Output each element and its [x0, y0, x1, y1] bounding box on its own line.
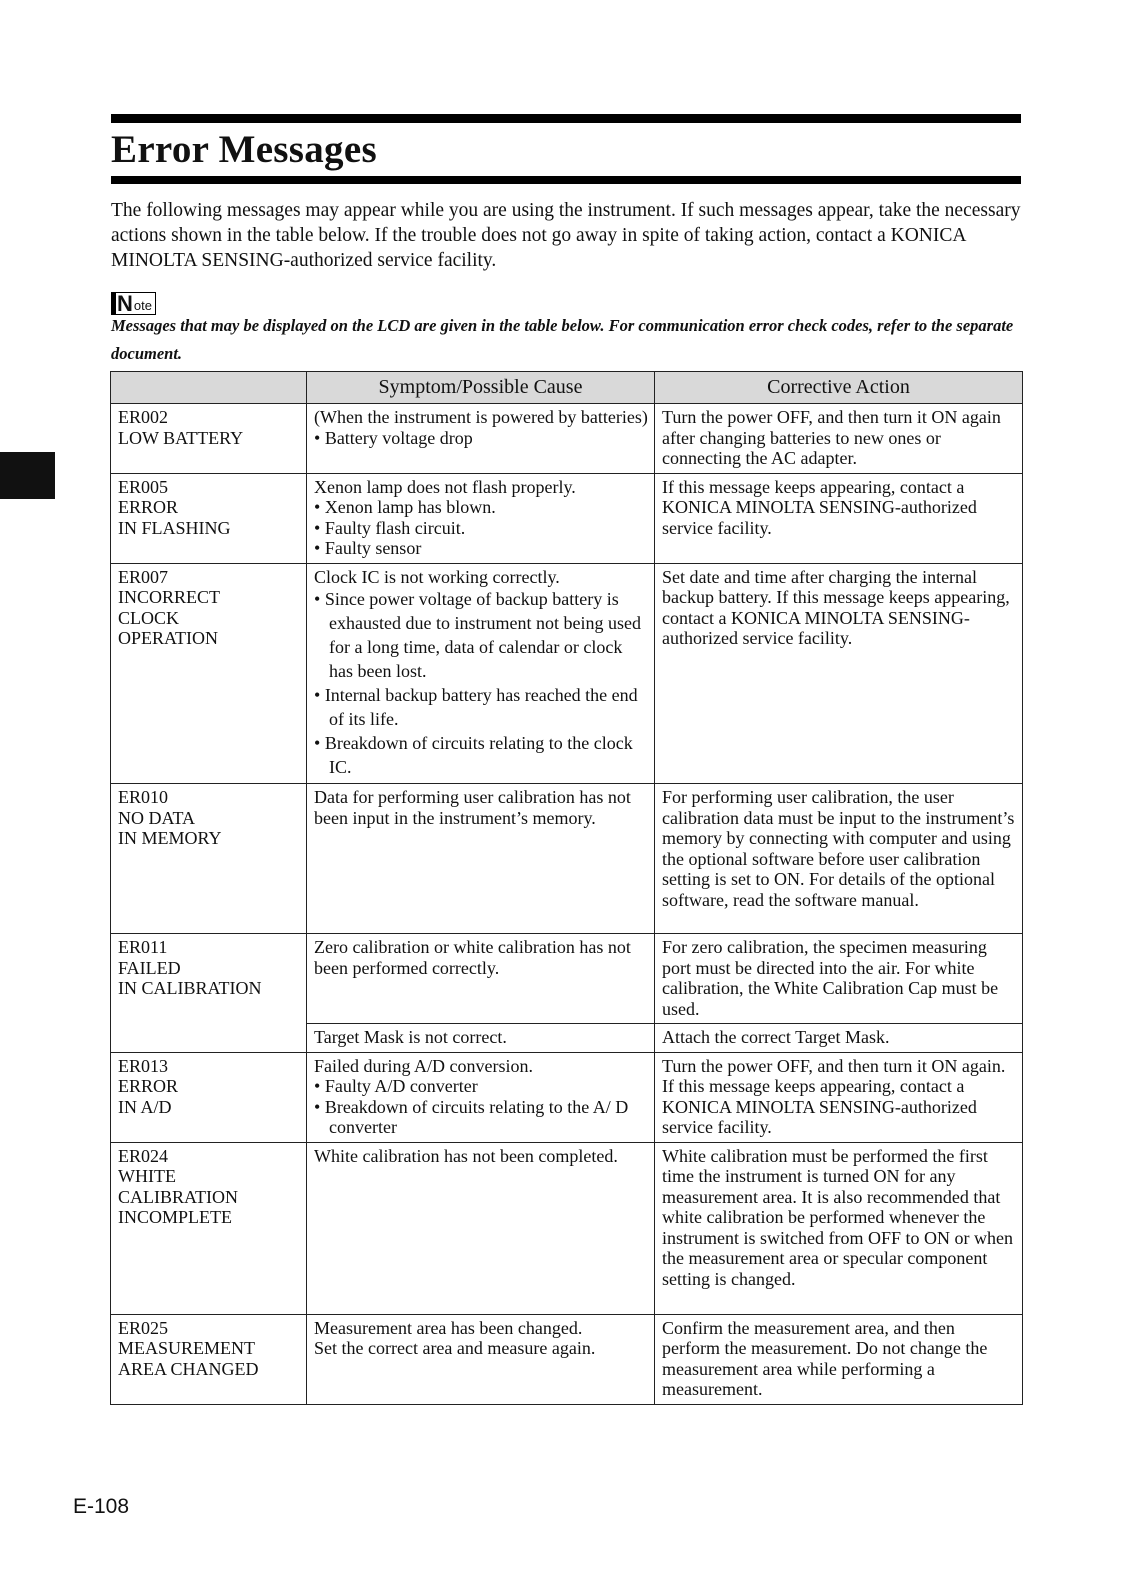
error-code: ER025 [118, 1317, 169, 1338]
error-code-cell [111, 784, 307, 934]
error-code-cell [111, 404, 307, 474]
page-title: Error Messages [111, 128, 377, 171]
symptom-cell [307, 404, 655, 474]
symptom-text: Clock IC is not working correctly. [314, 566, 560, 587]
symptom-cell [307, 1314, 655, 1404]
header-action: Corrective Action [655, 372, 1023, 404]
symptom-cell [307, 1052, 655, 1142]
error-code-cell [111, 1142, 307, 1314]
note-icon-big-letter: N [117, 291, 133, 316]
error-label: FAILED [118, 957, 181, 978]
error-code: ER002 [118, 407, 169, 427]
action-cell: Set date and time after charging the internal backup battery. If this message keeps appearing, contact a KONICA MINOLTA SENSING-authorized service facility. [655, 563, 1023, 784]
action-cell: Confirm the measurement area, and then perform the measurement. Do not change the measurement area while performing a measurement. [655, 1314, 1023, 1404]
symptom-cell [307, 473, 655, 563]
page-number: E-108 [73, 1495, 130, 1518]
error-messages-table [110, 371, 1023, 1405]
cause-bullet: • Faulty A/D converter [314, 1076, 478, 1096]
error-label: ERROR [118, 1076, 179, 1096]
error-code-cell [111, 473, 307, 563]
cause-bullet: • Battery voltage drop [314, 427, 473, 448]
symptom-text: Set the correct area and measure again. [314, 1338, 596, 1358]
error-label: IN FLASHING [118, 517, 231, 538]
symptom-cell: Target Mask is not correct. [307, 1024, 655, 1053]
note-icon-small-letters: ote [133, 298, 152, 313]
table-row [111, 1052, 1023, 1142]
cause-bullet: • Xenon lamp has blown. [314, 497, 496, 517]
error-label: WHITE [118, 1166, 176, 1186]
action-cell: Turn the power OFF, and then turn it ON again after changing batteries to new ones or connecting the AC adapter. [655, 404, 1023, 474]
cause-bullet: • Faulty sensor [314, 538, 422, 558]
error-label: MEASUREMENT [118, 1338, 256, 1358]
action-cell: For zero calibration, the specimen measuring port must be directed into the air. For white calibration, the White Calibration Cap must be used. [655, 934, 1023, 1024]
chapter-side-tab [0, 452, 55, 499]
cause-bullet: • Breakdown of circuits relating to the A/ D converter [314, 1096, 629, 1137]
table-row [111, 934, 1023, 1024]
error-label: IN A/D [118, 1096, 172, 1117]
symptom-text: White calibration has not been completed. [314, 1145, 618, 1166]
symptom-cell [307, 563, 655, 784]
error-label: CALIBRATION [118, 1186, 238, 1207]
header-symptom: Symptom/Possible Cause [307, 372, 655, 404]
symptom-text: (When the instrument is powered by batteries) [314, 407, 648, 427]
action-cell: White calibration must be performed the first time the instrument is turned ON for any measurement area. It is also recommended that white calibration be performed whenever the instrument is switched from OFF to ON or when the measurement area or specular component setting is changed. [655, 1142, 1023, 1314]
title-rule-bottom [111, 176, 1021, 184]
symptom-cell [307, 934, 655, 1024]
table-row [111, 784, 1023, 934]
error-label: IN MEMORY [118, 828, 222, 848]
error-code-cell [111, 934, 307, 1053]
cause-bullet: • Since power voltage of backup battery is exhausted due to instrument not being used for a long time, data of calendar or clock has been lost. [314, 589, 641, 681]
table-row [111, 473, 1023, 563]
error-label: ERROR [118, 497, 179, 517]
error-code-cell [111, 1314, 307, 1404]
symptom-text: Failed during A/D conversion. [314, 1055, 533, 1076]
error-label: LOW BATTERY [118, 427, 244, 448]
cause-bullet: • Breakdown of circuits relating to the clock IC. [314, 733, 633, 777]
error-label: INCORRECT [118, 587, 221, 607]
error-label: CLOCK [118, 607, 180, 628]
error-code-cell [111, 563, 307, 784]
symptom-cell [307, 1142, 655, 1314]
error-label: IN CALIBRATION [118, 978, 262, 998]
error-code: ER011 [118, 937, 168, 957]
symptom-text: Zero calibration or white calibration has not been performed correctly. [314, 937, 631, 978]
action-cell: For performing user calibration, the user calibration data must be input to the instrument’s memory by connecting with computer and using the optional software before user calibration setting is set to ON. For details of the optional software, read the software manual. [655, 784, 1023, 934]
table-row [111, 563, 1023, 784]
error-code: ER005 [118, 476, 169, 497]
title-rule-top [111, 114, 1021, 123]
table-row [111, 1142, 1023, 1314]
action-cell: If this message keeps appearing, contact a KONICA MINOLTA SENSING-authorized service facility. [655, 473, 1023, 563]
error-label: NO DATA [118, 807, 196, 828]
symptom-cell [307, 784, 655, 934]
cause-bullet: • Faulty flash circuit. [314, 517, 466, 538]
header-code [111, 372, 307, 404]
cause-bullet: • Internal backup battery has reached the end of its life. [314, 685, 638, 729]
table-header-row [111, 372, 1023, 404]
symptom-text: Measurement area has been changed. [314, 1317, 583, 1338]
error-code: ER024 [118, 1145, 169, 1166]
action-cell: Attach the correct Target Mask. [655, 1024, 1023, 1053]
table-row [111, 1314, 1023, 1404]
table-row [111, 404, 1023, 474]
error-label: AREA CHANGED [118, 1358, 259, 1379]
note-text: Messages that may be displayed on the LCD are given in the table below. For communication error check codes, refer to the separate document. [111, 316, 1014, 363]
error-label: INCOMPLETE [118, 1207, 232, 1227]
error-code: ER013 [118, 1055, 169, 1076]
error-code: ER010 [118, 787, 169, 807]
action-cell: Turn the power OFF, and then turn it ON again. If this message keeps appearing, contact a KONICA MINOLTA SENSING-authorized service facility. [655, 1052, 1023, 1142]
error-code: ER007 [118, 566, 169, 587]
error-label: OPERATION [118, 628, 219, 648]
symptom-text: Xenon lamp does not flash properly. [314, 476, 576, 497]
intro-paragraph: The following messages may appear while you are using the instrument. If such messages appear, take the necessary actions shown in the table below. If the trouble does not go away in spite of taking action, contact a KONICA MINOLTA SENSING-authorized service facility. [111, 200, 1021, 271]
symptom-text: Data for performing user calibration has not been input in the instrument’s memory. [314, 787, 631, 828]
error-code-cell [111, 1052, 307, 1142]
